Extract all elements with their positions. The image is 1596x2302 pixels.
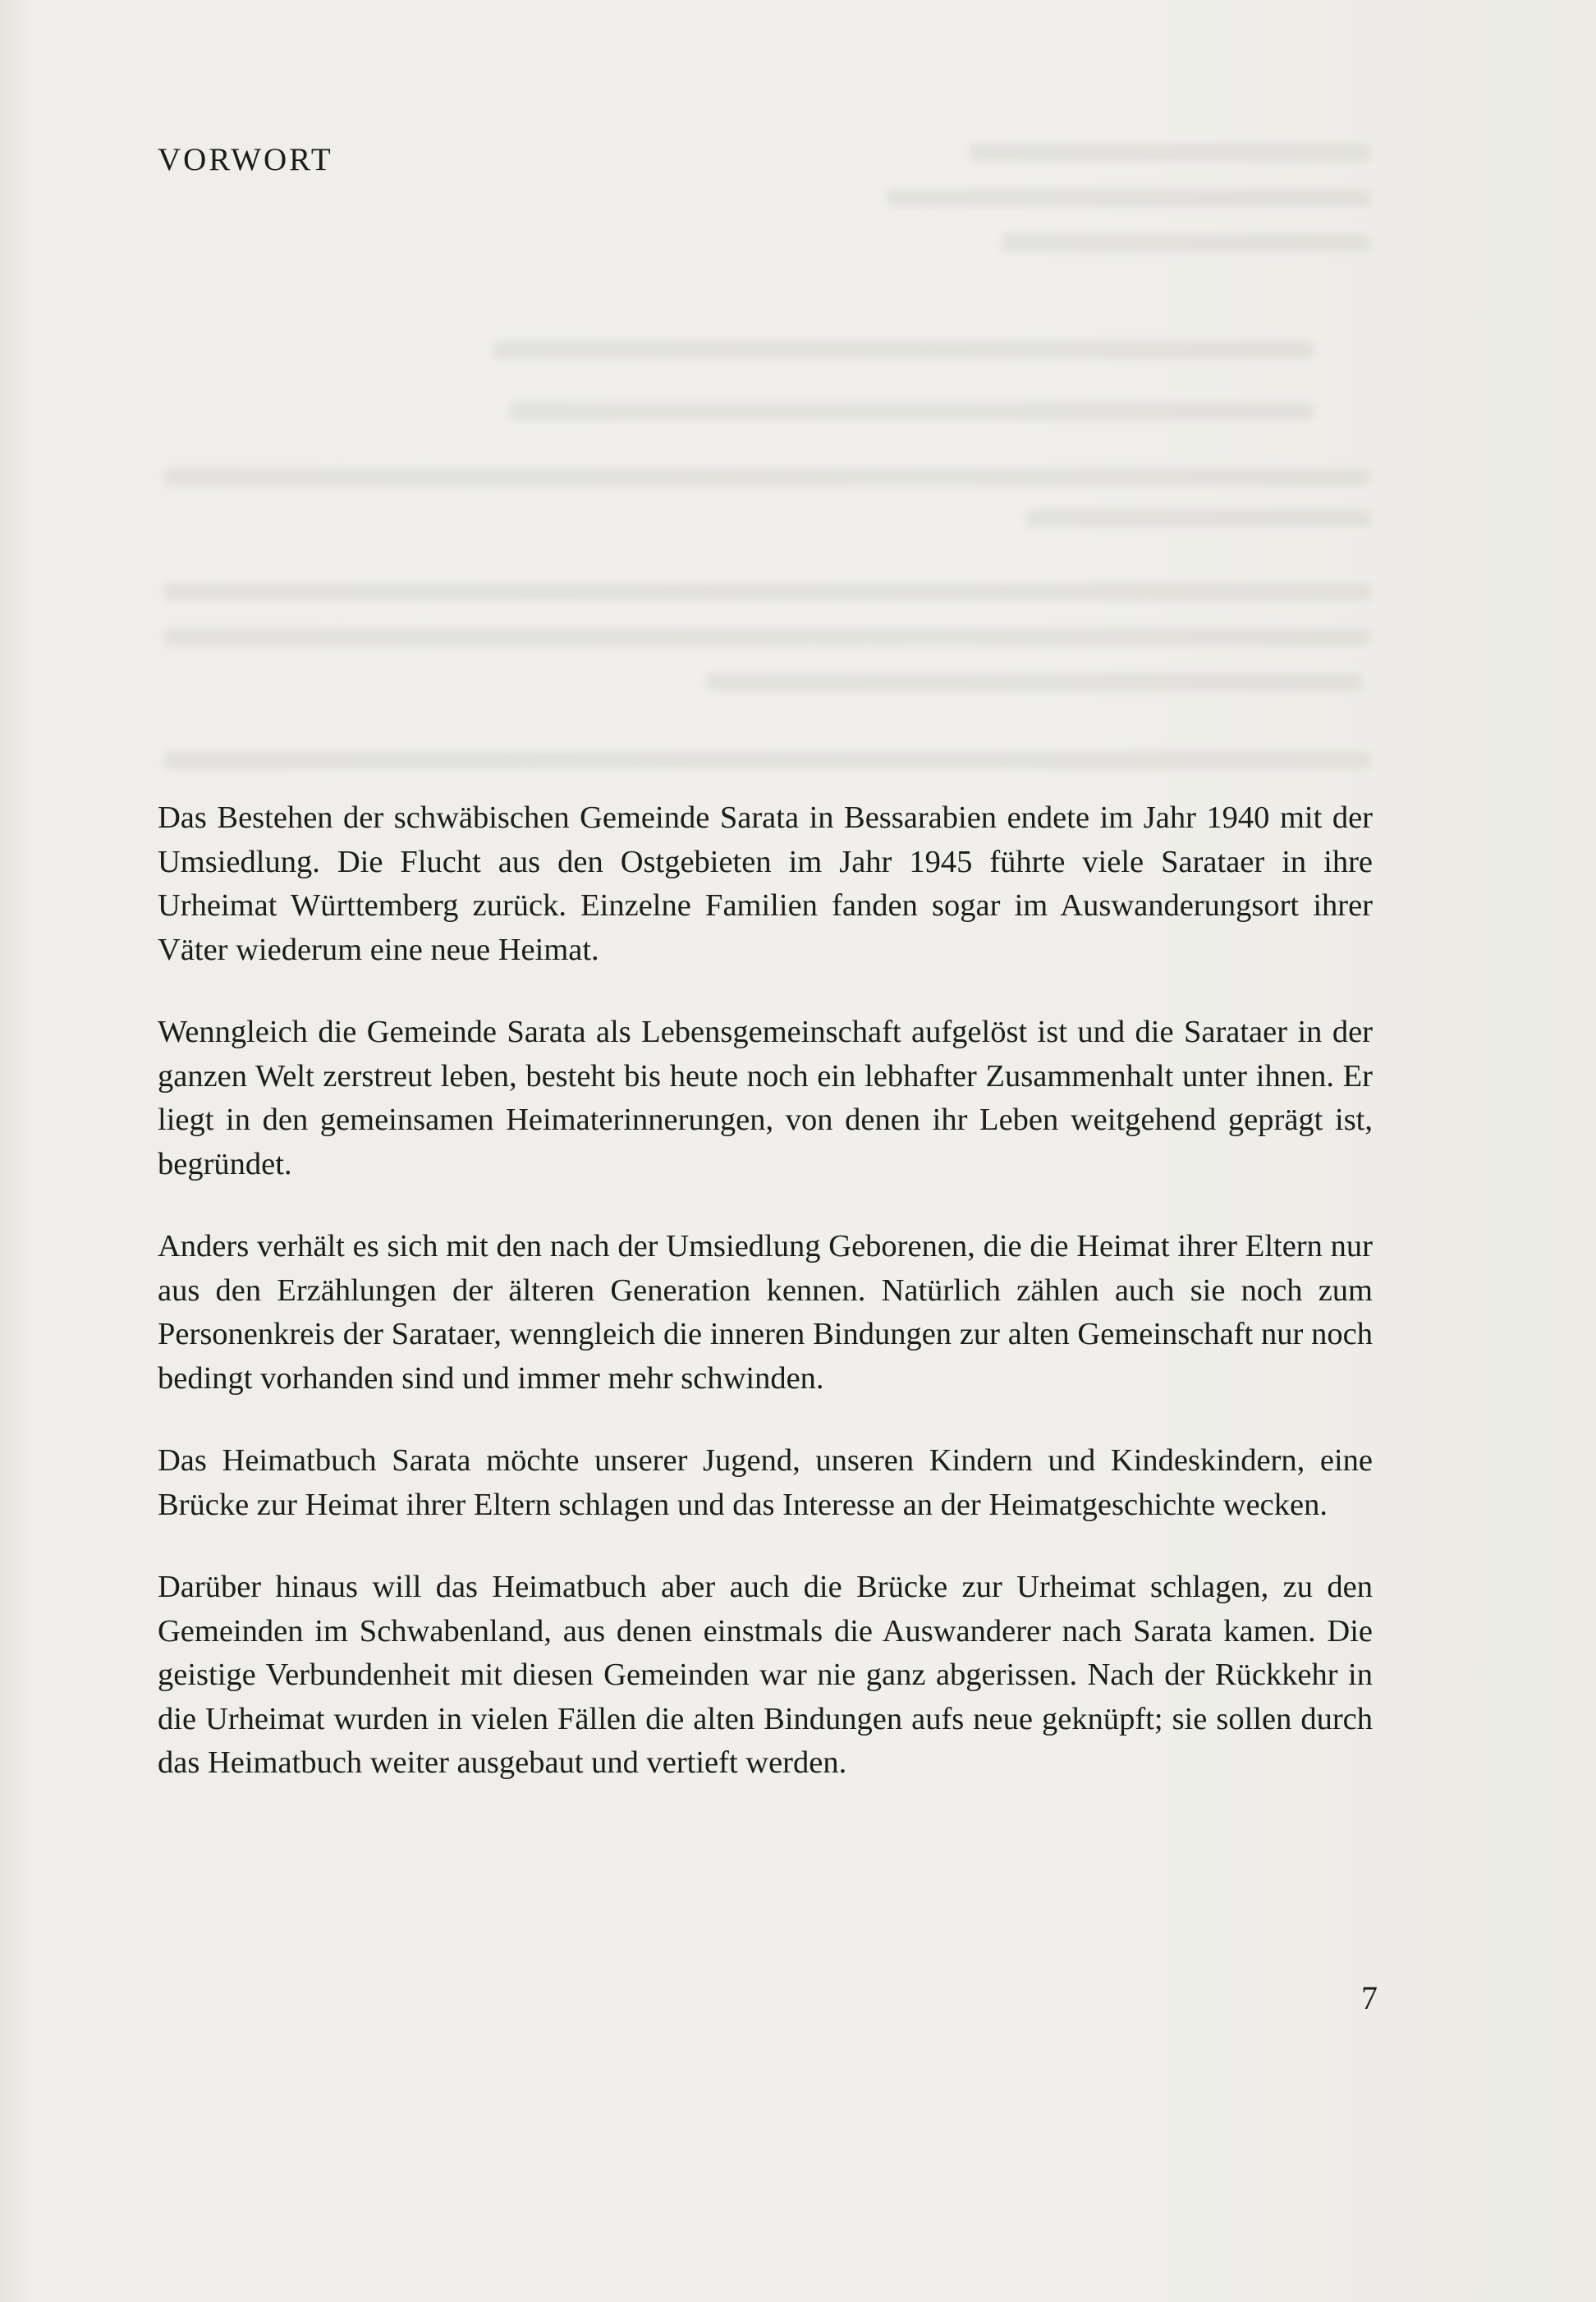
- paragraph: Das Bestehen der schwäbischen Gemeinde Sarata in Bessarabien endete im Jahr 1940 mit der Umsiedlung. Die Flucht aus den Ostgebieten im Jahr 1945 führte viele Sarataer in ihre Urheimat Württemberg zurück. Einzelne Familien fanden sogar im Auswanderungsort ihrer Väter wiederum eine neue Heimat.: [158, 800, 1373, 967]
- bleed-through-line: [1026, 509, 1371, 527]
- bleed-through-line: [706, 673, 1363, 691]
- bleed-through-line: [164, 628, 1371, 646]
- bleed-through-line: [164, 583, 1371, 601]
- page-number: 7: [1361, 1979, 1378, 2016]
- paragraph: Wenngleich die Gemeinde Sarata als Lebensgemeinschaft aufgelöst ist und die Sarataer in der ganzen Welt zerstreut leben, besteht bis heute noch ein lebhafter Zusammenhalt unter ihnen. Er liegt in den gemeinsamen Heimaterinnerungen, von denen ihr Leben weitgehend geprägt ist, begründet.: [158, 1015, 1373, 1181]
- bleed-through-line: [969, 144, 1371, 162]
- paragraph: Anders verhält es sich mit den nach der Umsiedlung Geborenen, die die Heimat ihrer Eltern nur aus den Erzählungen der älteren Generation kennen. Natürlich zählen auch sie noch zum Personenkreis der Sarataer, wenngleich die inneren Bindungen zur alten Gemeinschaft nur noch bedingt vorhanden sind und immer mehr schwinden.: [158, 1229, 1373, 1396]
- paragraph: Das Heimatbuch Sarata möchte unserer Jugend, unseren Kindern und Kindeskindern, eine Brücke zur Heimat ihrer Eltern schlagen und das Interesse an der Heimatgeschichte wecken.: [158, 1443, 1373, 1522]
- page-title: VORWORT: [158, 142, 333, 177]
- bleed-through-line: [1002, 234, 1371, 252]
- body-text: [158, 796, 1373, 1824]
- bleed-through-line: [887, 189, 1371, 207]
- bleed-through-line: [509, 402, 1314, 420]
- bleed-through-line: [164, 751, 1371, 769]
- bleed-through-line: [493, 341, 1314, 359]
- paragraph: Darüber hinaus will das Heimatbuch aber auch die Brücke zur Urheimat schlagen, zu den Gemeinden im Schwabenland, aus denen einstmals die Auswanderer nach Sarata kamen. Die geistige Verbundenheit mit diesen Gemeinden war nie ganz abgerissen. Nach der Rückkehr in die Urheimat wurden in vielen Fällen die alten Bindungen aufs neue geknüpft; sie sollen durch das Heimatbuch weiter ausgebaut und vertieft werden.: [158, 1570, 1373, 1780]
- bleed-through-line: [164, 468, 1371, 486]
